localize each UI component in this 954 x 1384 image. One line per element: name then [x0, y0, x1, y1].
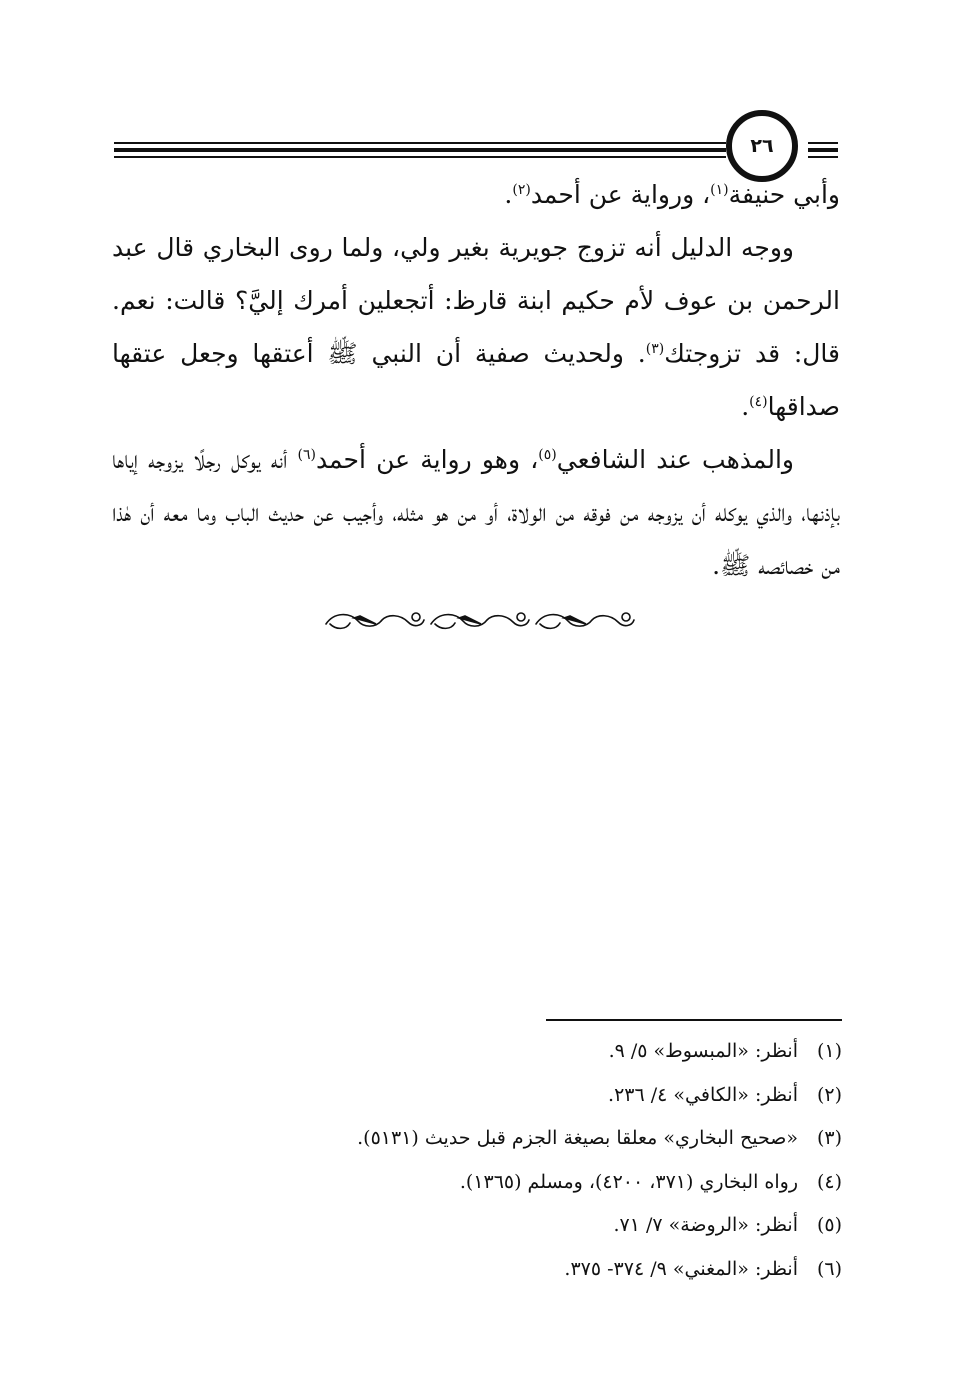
footnotes — [200, 1030, 842, 1292]
footnote-ref: (٣) — [645, 341, 665, 357]
text-run: ، ورواية عن أحمد — [530, 180, 711, 209]
text-run: وأبي حنيفة — [728, 180, 840, 209]
header-rule — [114, 148, 726, 152]
header-rule — [114, 142, 726, 144]
text-run: ، وهو رواية عن أحمد — [315, 445, 539, 474]
header-rule — [808, 142, 838, 144]
footnote-ref: (٤) — [749, 394, 768, 410]
footnote-ref: (٢) — [512, 182, 531, 198]
main-text — [112, 168, 840, 592]
footnote-item — [200, 1030, 842, 1074]
footnote-ref: (١) — [710, 182, 729, 198]
footnote-ref: (٥) — [538, 447, 557, 463]
footnote-text: رواه البخاري (٣٧١، ٤٢٠٠)، ومسلم (١٣٦٥). — [459, 1170, 798, 1193]
footnote-text: أنظر: «المبسوط» ٥/ ٩. — [608, 1040, 798, 1062]
page-number: ٢٦ — [726, 110, 798, 182]
text-run: . ولحديث صفية أن النبي ﷺ أعتقها وجعل عتقها صداقها — [112, 339, 840, 421]
text-run: ووجه الدليل أنه تزوج جويرية بغير ولي، ولما روى البخاري قال عبد الرحمن بن عوف لأم حكيم ابنة قارظ: أتجعلين أمرك إليَّ؟ قالت: نعم. قال: قد تزوجتك — [112, 233, 840, 368]
footnote-number: (١) — [816, 1040, 842, 1062]
header-rule — [114, 156, 726, 158]
header-rule — [808, 156, 838, 158]
footnote-item — [200, 1248, 842, 1292]
footnote-item — [200, 1161, 842, 1205]
footnote-number: (٦) — [816, 1257, 842, 1280]
footnote-text: أنظر: «الكافي» ٤/ ٢٣٦. — [608, 1083, 798, 1106]
text-run: . — [741, 392, 750, 421]
footnote-text: «صحيح البخاري» معلقا بصيغة الجزم قبل حديث (٥١٣١). — [357, 1127, 798, 1150]
footnote-number: (٢) — [816, 1083, 842, 1106]
footnote-text: أنظر: «الروضة» ٧/ ٧١. — [613, 1214, 798, 1237]
paragraph — [112, 433, 840, 592]
ornament-divider — [320, 606, 636, 636]
text-run: والمذهب عند الشافعي — [556, 445, 794, 474]
footnote-number: (٣) — [816, 1127, 842, 1150]
footnote-item — [200, 1074, 842, 1118]
text-run: أنه يوكل رجلًا يزوجه إياها بإذنها، والذي يوكله أن يزوجه من فوقه من الولاة، أو من هو مثله، وأجيب عن حديث الباب وما معه أن هٰذا من خصائصه ﷺ. — [112, 445, 840, 580]
paragraph — [112, 221, 840, 433]
footnote-number: (٥) — [816, 1214, 842, 1237]
footnote-text: أنظر: «المغني» ٩/ ٣٧٤- ٣٧٥. — [564, 1257, 798, 1280]
header-rule — [808, 148, 838, 152]
text-run: . — [504, 180, 513, 209]
footnote-number: (٤) — [816, 1170, 842, 1193]
paragraph — [112, 168, 840, 221]
footnote-item — [200, 1204, 842, 1248]
footnote-ref: (٦) — [297, 447, 316, 463]
footnote-item — [200, 1117, 842, 1161]
footnote-separator — [546, 1019, 842, 1021]
